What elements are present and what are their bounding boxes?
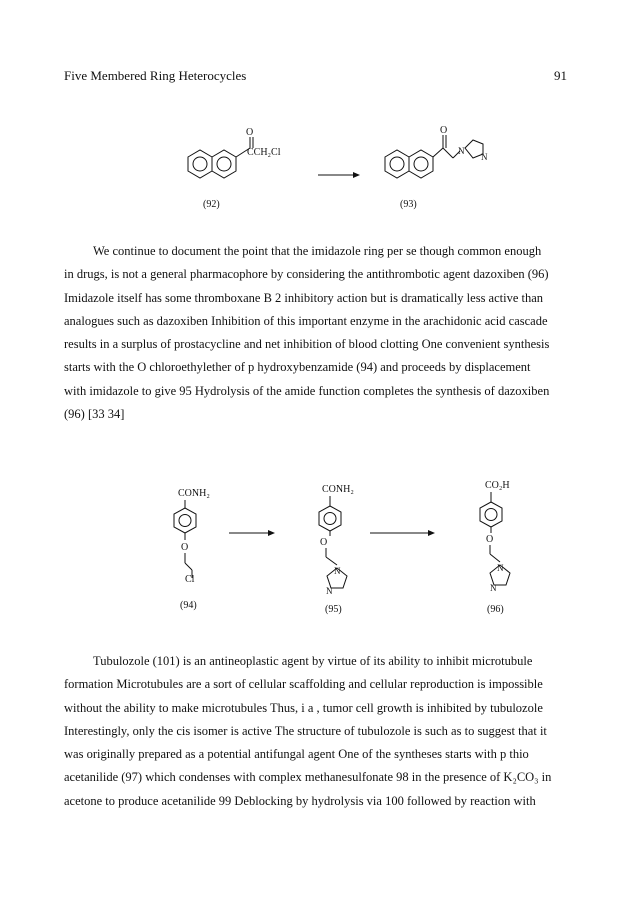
- scheme-94-to-96: [0, 470, 627, 630]
- compound-92-structure: [188, 127, 281, 178]
- compound-96-oxygen: O: [486, 534, 494, 545]
- compound-93-n1: N: [458, 146, 465, 156]
- text-line: Interestingly, only the cis isomer is active The structure of tubulozole is such as to suggest that it: [64, 723, 547, 738]
- compound-92-substituent: CCH₂Cl: [247, 147, 281, 158]
- text-line: formation Microtubules are a sort of cellular scaffolding and cellular reproduction is impossible: [64, 677, 543, 692]
- running-header: Five Membered Ring Heterocycles: [64, 68, 247, 83]
- compound-95-amide: CONH₂: [322, 484, 354, 495]
- compound-92-oxygen: O: [246, 127, 254, 138]
- text-line: results in a surplus of prostacycline and net inhibition of blood clotting One convenient synthesis: [64, 337, 550, 352]
- text-line: was originally prepared as a potential antifungal agent One of the syntheses starts with p thio: [64, 747, 529, 762]
- scheme-92-to-93: [0, 115, 627, 235]
- compound-92-label: (92): [203, 199, 220, 210]
- text-line: starts with the O chloroethylether of p hydroxybenzamide (94) and proceeds by displacement: [64, 360, 531, 375]
- paragraph-dazoxiben: [64, 240, 564, 426]
- compound-95-oxygen: O: [320, 537, 328, 548]
- compound-94-structure: [174, 488, 210, 585]
- text-line: We continue to document the point that the imidazole ring per se though common enough: [93, 244, 542, 258]
- paragraph-tubulozole: [64, 650, 564, 813]
- compound-95-n2: N: [326, 586, 333, 596]
- compound-94-oxygen: O: [181, 542, 189, 553]
- compound-94-label: (94): [180, 600, 197, 611]
- text-line: Tubulozole (101) is an antineoplastic agent by virtue of its ability to inhibit microtubule: [93, 654, 533, 668]
- compound-95-n1: N: [334, 566, 341, 576]
- compound-96-n2: N: [490, 583, 497, 593]
- text-line: (96) [33 34]: [64, 407, 125, 422]
- page-number: 91: [554, 68, 567, 83]
- text-line: Imidazole itself has some thromboxane B 2 inhibitory action but is dramatically less active than: [64, 290, 544, 305]
- compound-93-label: (93): [400, 199, 417, 210]
- compound-96-label: (96): [487, 604, 504, 615]
- text-line: in drugs, is not a general pharmacophore by considering the antithrombotic agent dazoxiben (96): [64, 267, 549, 282]
- compound-96-n1: N: [497, 563, 504, 573]
- compound-93-structure: [385, 125, 488, 178]
- compound-96-acid: CO₂H: [485, 480, 510, 491]
- compound-93-oxygen: O: [440, 125, 448, 136]
- text-line: acetone to produce acetanilide 99 Deblocking by hydrolysis via 100 followed by reaction with: [64, 793, 536, 808]
- compound-95-label: (95): [325, 604, 342, 615]
- compound-96-structure: [480, 480, 510, 593]
- compound-93-n2: N: [481, 152, 488, 162]
- text-line: acetanilide (97) which condenses with complex methanesulfonate 98 in the presence of K₂CO₃ in: [64, 770, 552, 785]
- text-line: without the ability to make microtubules Thus, i a , tumor cell growth is inhibited by tubulozole: [64, 700, 543, 715]
- text-line: with imidazole to give 95 Hydrolysis of the amide function completes the synthesis of dazoxiben: [64, 383, 550, 398]
- text-line: analogues such as dazoxiben Inhibition of this important enzyme in the arachidonic acid cascade: [64, 313, 548, 328]
- compound-95-structure: [319, 484, 354, 596]
- compound-94-chlorine: Cl: [185, 574, 195, 585]
- compound-94-amide: CONH₂: [178, 488, 210, 499]
